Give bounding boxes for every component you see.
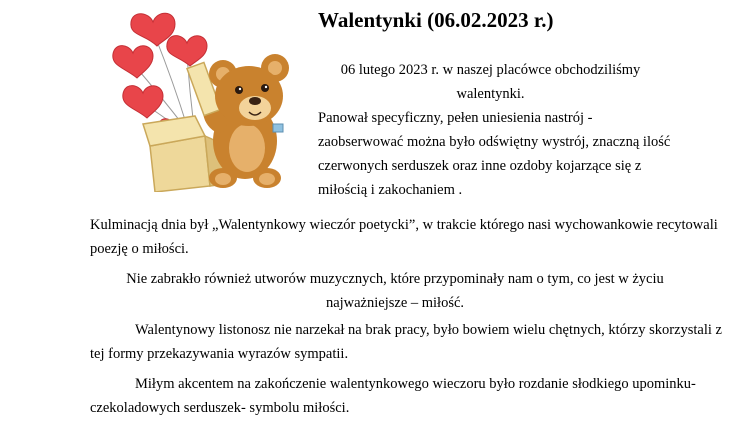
teddy-bear-heart-balloons-icon [95, 6, 305, 192]
paragraph-music: Nie zabrakło również utworów muzycznych, które przypominały nam o tym, co jest w życiu najważniejsze – miłość. [126, 271, 664, 311]
paragraph-postman: Walentynowy listonosz nie narzekał na brak pracy, było bowiem wielu chętnych, którzy skorzystali z tej formy przekazywania wyrazów sympatii. [90, 322, 722, 362]
paragraph-intro: 06 lutego 2023 r. w naszej placówce obchodziliśmy walentynki. [340, 62, 641, 102]
paragraph-atmosphere: Panował specyficzny, pełen uniesienia nastrój - zaobserwować można było odświętny wystrój, znaczną ilość czerwonych serduszek oraz inne ozdoby kojarzące się z miłością i zakochaniem . [318, 110, 671, 198]
paragraph-closing: Miłym akcentem na zakończenie walentynkowego wieczoru było rozdanie słodkiego upominku- czekoladowych serduszek- symbolu miłości. [90, 376, 696, 416]
page-title: Walentynki (06.02.2023 r.) [318, 8, 554, 32]
paragraph-poetry-evening: Kulminacją dnia był „Walentynkowy wieczór poetycki”, w trakcie którego nasi wychowankowie recytowali poezję o miłości. [90, 217, 718, 257]
